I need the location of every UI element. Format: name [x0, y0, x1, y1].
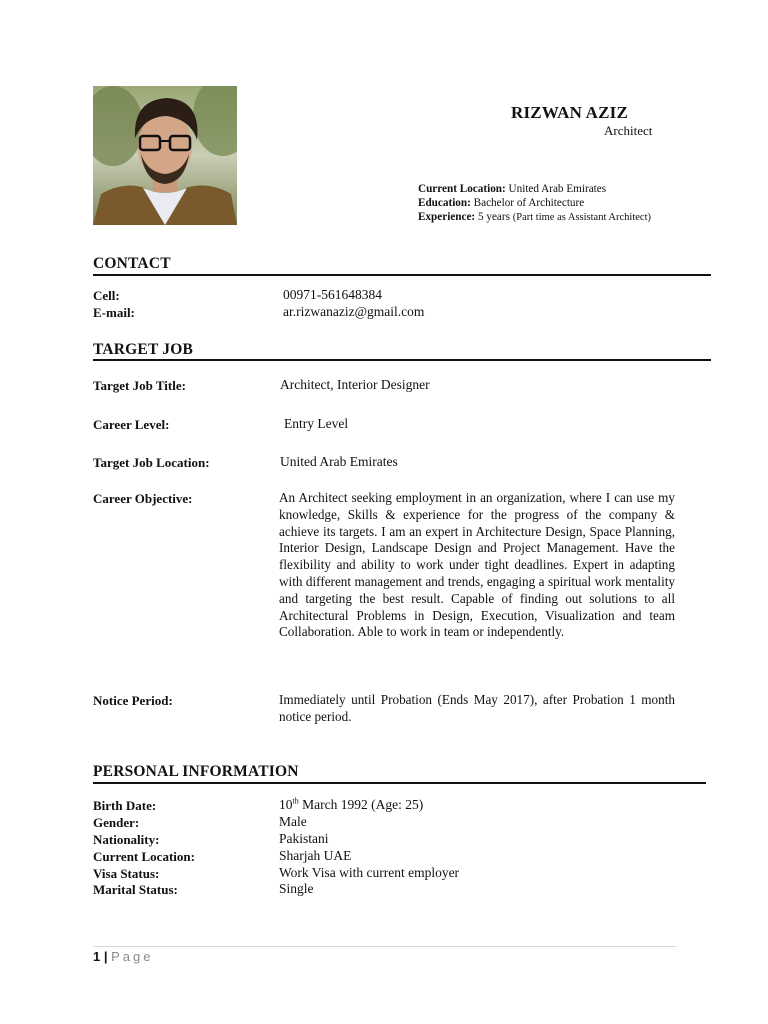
career-objective-text: An Architect seeking employment in an organization, where I can use my knowledge, Skills & experience for the progress of the company & achieve its targets. I am an expert in Architecture Design, Space Planning, Interior Design, Landscape Design and Project Management. Have the flexibility and ability to work under tight deadlines. Expert in adapting with different management and trends, engaging a spiritual work mentality and targeting the best result. Capable of finding out solutions to all Architectural Problems in Design, Execution, Visualization and team Collaboration. Able to work in team or independently. — [279, 490, 675, 640]
summary-current-location: Current Location: United Arab Emirates — [418, 183, 607, 195]
profile-photo-illustration — [93, 86, 237, 225]
marital-status-label: Marital Status: — [93, 882, 178, 897]
career-level-value: Entry Level — [284, 416, 349, 431]
email-value[interactable]: ar.rizwanaziz@gmail.com — [283, 304, 425, 319]
candidate-name: RIZWAN AZIZ — [511, 103, 628, 122]
profile-photo — [93, 86, 237, 225]
page-footer — [93, 949, 154, 964]
gender-label: Gender: — [93, 815, 140, 830]
notice-period-label: Notice Period: — [93, 693, 173, 708]
birth-date-value: 10th March 1992 (Age: 25) — [279, 796, 424, 812]
marital-status-value: Single — [279, 881, 314, 896]
target-job-title-value: Architect, Interior Designer — [280, 377, 430, 392]
career-level-label: Career Level: — [93, 417, 170, 432]
current-location-value: Sharjah UAE — [279, 848, 352, 863]
career-objective-label: Career Objective: — [93, 491, 193, 506]
visa-status-value: Work Visa with current employer — [279, 865, 460, 880]
contact-heading: CONTACT — [93, 255, 171, 272]
cell-value: 00971-561648384 — [283, 287, 382, 302]
target-job-heading: TARGET JOB — [93, 341, 194, 358]
contact-rule — [93, 274, 711, 276]
birth-date-label: Birth Date: — [93, 798, 157, 813]
target-location-label: Target Job Location: — [93, 455, 210, 470]
target-job-title-label: Target Job Title: — [93, 378, 186, 393]
target-job-rule — [93, 359, 711, 361]
email-label: E-mail: — [93, 305, 135, 320]
header-summary — [418, 182, 658, 225]
page-word: Page — [111, 949, 154, 964]
current-location-label: Current Location: — [93, 849, 195, 864]
nationality-label: Nationality: — [93, 832, 160, 847]
gender-value: Male — [279, 814, 307, 829]
notice-period-text: Immediately until Probation (Ends May 2017), after Probation 1 month notice period. — [279, 692, 675, 724]
visa-status-label: Visa Status: — [93, 866, 160, 881]
page-number: 1 — [93, 949, 101, 964]
summary-experience: Experience: 5 years (Part time as Assistant Architect) — [418, 211, 651, 223]
personal-info-rule — [93, 782, 706, 784]
cell-label: Cell: — [93, 288, 120, 303]
page-separator: | — [103, 949, 108, 964]
summary-education: Education: Bachelor of Architecture — [418, 197, 585, 209]
nationality-value: Pakistani — [279, 831, 329, 846]
footer-rule — [93, 946, 676, 947]
target-location-value: United Arab Emirates — [280, 454, 398, 469]
candidate-title: Architect — [604, 123, 653, 138]
personal-info-heading: PERSONAL INFORMATION — [93, 763, 299, 780]
